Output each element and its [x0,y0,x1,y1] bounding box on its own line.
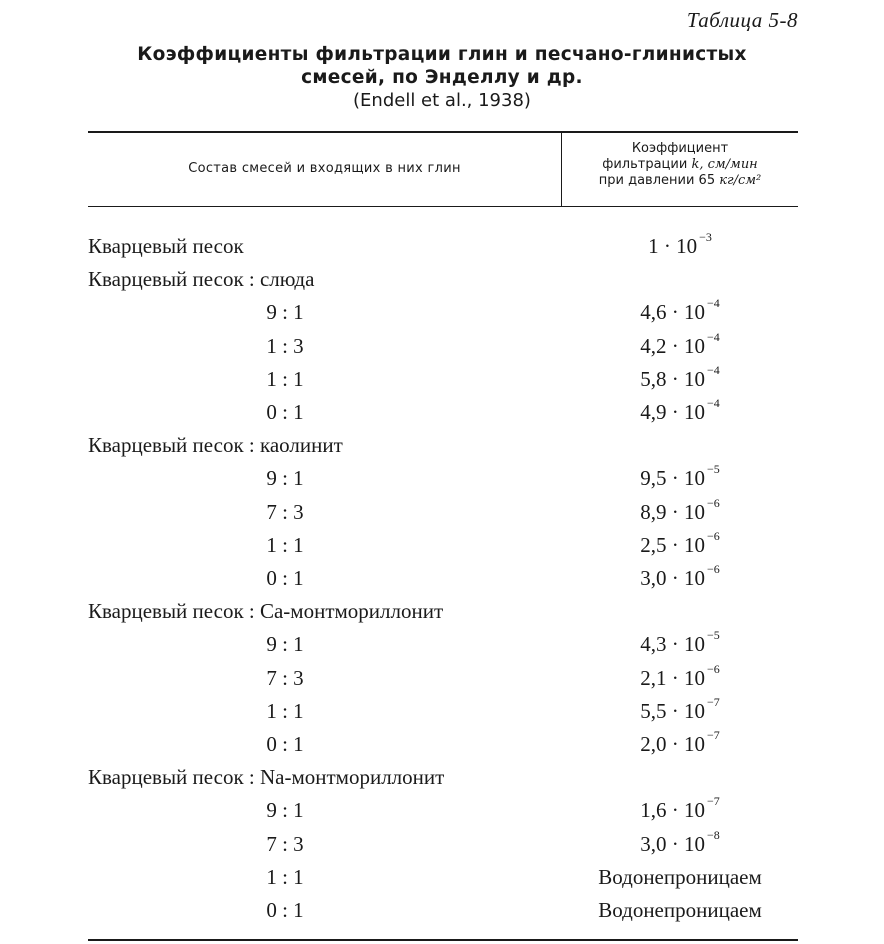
coefficient-value [562,364,798,394]
coefficient-mantissa: 4,2 · 10 [640,334,705,358]
table-top-rule [88,131,798,133]
coef-header-line-2 [562,157,798,173]
coefficient-value: Водонепроницаем [598,898,762,922]
coefficient-mantissa: 1,6 · 10 [640,798,705,822]
coefficient-value [562,663,798,693]
coefficient-mantissa: 2,1 · 10 [640,666,705,690]
coefficient-value [562,629,798,659]
table-number: Таблица 5-8 [686,8,798,32]
coefficient-value [562,696,798,726]
coefficient-value [562,297,798,327]
coefficient-mantissa: 2,5 · 10 [640,533,705,557]
column-header-composition: Состав смесей и входящих в них глин [188,161,461,176]
coefficient-exponent: −7 [706,728,720,742]
coefficient-exponent: −6 [706,562,720,576]
table-row [0,231,884,261]
coefficient-mantissa: 9,5 · 10 [640,466,705,490]
column-header-coefficient [562,141,798,189]
ratio-label: 9 : 1 [266,466,304,490]
coefficient-mantissa: 1 · 10 [648,234,698,258]
table-row [0,297,884,327]
coefficient-mantissa: 5,5 · 10 [640,699,705,723]
coefficient-exponent: −4 [706,396,720,410]
coef-header-line-2-text: фильтрации [602,157,688,172]
table-row [0,663,884,693]
coefficient-exponent: −8 [706,828,720,842]
coef-header-units-speed: k, см/мин [691,157,758,172]
ratio-label: 9 : 1 [266,632,304,656]
coefficient-value: Водонепроницаем [598,865,762,889]
coefficient-exponent: −7 [706,794,720,808]
table-bottom-rule [88,939,798,941]
ratio-label: 1 : 1 [266,699,304,723]
table-row [0,696,884,726]
ratio-label: 9 : 1 [266,798,304,822]
coefficient-exponent: −6 [706,496,720,510]
table-header-rule [88,206,798,207]
table-row [0,563,884,593]
ratio-label: 1 : 1 [266,367,304,391]
table-row [0,762,884,792]
group-label: Кварцевый песок : слюда [88,267,315,291]
coefficient-value [562,729,798,759]
table-row [0,629,884,659]
coefficient-value [562,231,798,261]
table-row [0,596,884,626]
ratio-label: 1 : 1 [266,533,304,557]
coefficient-exponent: −6 [706,662,720,676]
table-row [0,729,884,759]
group-label: Кварцевый песок : Ca-монтмориллонит [88,599,444,623]
ratio-label: 1 : 3 [266,334,304,358]
coefficient-mantissa: 4,6 · 10 [640,300,705,324]
table-title-line-1: Коэффициенты фильтрации глин и песчано-глинистых [137,44,747,65]
ratio-label: 0 : 1 [266,898,304,922]
group-label: Кварцевый песок : Na-монтмориллонит [88,765,445,789]
coefficient-exponent: −6 [706,529,720,543]
ratio-label: 0 : 1 [266,566,304,590]
table-row [0,397,884,427]
coefficient-value [562,829,798,859]
coefficient-value [562,331,798,361]
coefficient-value [562,563,798,593]
table-title-line-2: смесей, по Энделлу и др. [301,67,583,88]
coefficient-mantissa: 3,0 · 10 [640,832,705,856]
coefficient-value [562,463,798,493]
coef-header-line-3 [562,173,798,189]
table-row [0,331,884,361]
coefficient-exponent: −4 [706,363,720,377]
table-row [0,463,884,493]
coef-header-line-1: Коэффициент [631,141,729,156]
table-row [0,862,884,892]
ratio-label: 0 : 1 [266,732,304,756]
table-row [0,530,884,560]
group-label: Кварцевый песок : каолинит [88,433,343,457]
ratio-label: 1 : 1 [266,865,304,889]
coefficient-mantissa: 8,9 · 10 [640,500,705,524]
coefficient-exponent: −4 [706,330,720,344]
ratio-label: 9 : 1 [266,300,304,324]
coefficient-exponent: −3 [699,230,712,244]
coefficient-exponent: −7 [706,695,720,709]
coef-header-line-3-text: при давлении 65 [598,173,716,188]
coefficient-value [562,397,798,427]
coefficient-mantissa: 2,0 · 10 [640,732,705,756]
coefficient-mantissa: 4,9 · 10 [640,400,705,424]
table-source: (Endell et al., 1938) [353,90,531,111]
coefficient-exponent: −4 [706,296,720,310]
coefficient-mantissa: 3,0 · 10 [640,566,705,590]
coefficient-exponent: −5 [706,628,720,642]
table-row [0,795,884,825]
ratio-label: 7 : 3 [266,832,304,856]
table-row [0,497,884,527]
coefficient-value [562,497,798,527]
coefficient-exponent: −5 [706,462,720,476]
ratio-label: 0 : 1 [266,400,304,424]
table-row [0,829,884,859]
group-label: Кварцевый песок [88,234,244,258]
coefficient-value [562,795,798,825]
coefficient-mantissa: 5,8 · 10 [640,367,705,391]
coefficient-mantissa: 4,3 · 10 [640,632,705,656]
ratio-label: 7 : 3 [266,500,304,524]
table-row [0,364,884,394]
table-row [0,430,884,460]
table-row [0,264,884,294]
table-row [0,895,884,925]
ratio-label: 7 : 3 [266,666,304,690]
coefficient-value [562,530,798,560]
coef-header-units-pressure: кг/см² [719,173,762,188]
